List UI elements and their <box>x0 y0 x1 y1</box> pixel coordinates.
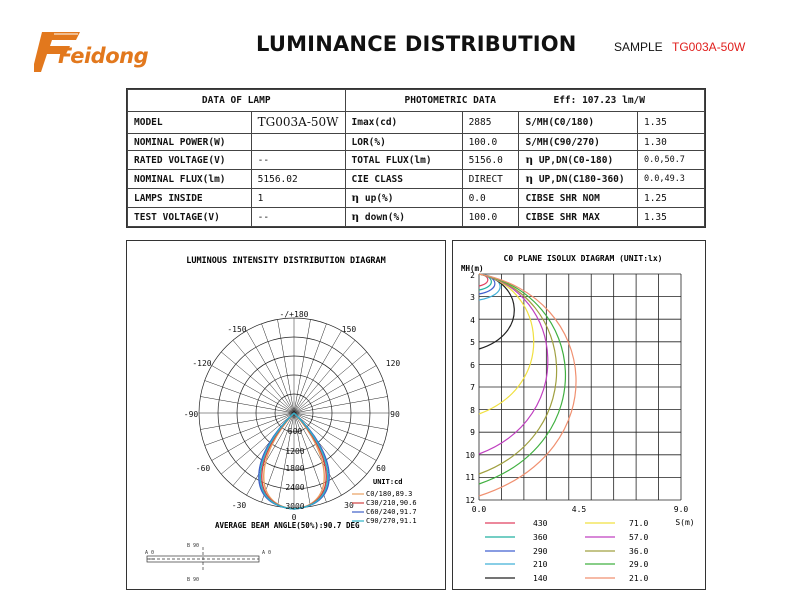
test-voltage-label: TEST VOLTAGE(V) <box>128 208 252 227</box>
page-title: LUMINANCE DISTRIBUTION <box>256 32 577 56</box>
isolux-legend-57: 57.0 <box>629 533 649 542</box>
isolux-legend-140: 140 <box>533 574 548 583</box>
angle-label-30: 30 <box>344 501 354 510</box>
eta-symbol: η <box>525 173 534 186</box>
angle-label-neg60: -60 <box>195 464 211 473</box>
polar-diagram <box>127 241 445 589</box>
nominal-flux-value: 5156.02 <box>251 170 345 189</box>
nominal-power-label: NOMINAL POWER(W) <box>128 133 252 150</box>
isolux-legend-210: 210 <box>533 560 548 569</box>
total-flux-value: 5156.0 <box>462 151 519 170</box>
isolux-legend-29: 29.0 <box>629 560 649 569</box>
schematic-b-bottom: B 90 <box>187 577 200 583</box>
model-label: MODEL <box>128 112 252 134</box>
up-percent-label: up(%) <box>364 193 394 205</box>
angle-label-150: 150 <box>341 325 357 334</box>
smh-c90-value: 1.30 <box>637 133 704 150</box>
isolux-contour <box>479 274 534 414</box>
eta-symbol: η <box>351 211 360 224</box>
imax-value: 2885 <box>462 112 519 134</box>
isolux-ytick-7: 7 <box>470 383 475 392</box>
isolux-y-axis-label: MH(m) <box>461 264 484 273</box>
angle-label-180: -/+180 <box>279 310 309 319</box>
test-voltage-value: -- <box>251 208 345 227</box>
beam-angle-label: AVERAGE BEAM ANGLE(50%):90.7 DEG <box>215 521 360 530</box>
polar-unit-label: UNIT:cd <box>373 478 403 486</box>
updn-c0-label: UP,DN(C0-180) <box>538 155 614 167</box>
imax-label: Imax(cd) <box>345 112 462 134</box>
isolux-ytick-10: 10 <box>465 451 475 460</box>
down-percent-label: down(%) <box>364 212 405 224</box>
rated-voltage-label: RATED VOLTAGE(V) <box>128 151 252 170</box>
polar-title: LUMINOUS INTENSITY DISTRIBUTION DIAGRAM <box>186 256 386 266</box>
isolux-ytick-5: 5 <box>470 338 475 347</box>
data-of-lamp-header: DATA OF LAMP <box>128 90 346 112</box>
isolux-xtick-0: 0.0 <box>471 505 487 514</box>
legend-c90: C90/270,91.1 <box>366 517 417 525</box>
isolux-ytick-6: 6 <box>470 361 475 370</box>
angle-label-neg30: -30 <box>231 501 247 510</box>
isolux-legend-430: 430 <box>533 519 548 528</box>
ring-label-1200: 1200 <box>285 447 305 456</box>
angle-label-neg120: -120 <box>192 359 212 368</box>
angle-label-neg150: -150 <box>227 325 247 334</box>
legend-c60: C60/240,91.7 <box>366 508 417 516</box>
cie-class-label: CIE CLASS <box>345 170 462 189</box>
nominal-flux-label: NOMINAL FLUX(lm) <box>128 170 252 189</box>
isolux-diagram <box>453 241 705 589</box>
model-value: TG003A-50W <box>251 112 345 134</box>
ring-label-3000: 3000 <box>285 502 305 511</box>
isolux-ytick-9: 9 <box>470 428 475 437</box>
cie-class-value: DIRECT <box>462 170 519 189</box>
legend-c30: C30/210,90.6 <box>366 499 417 507</box>
luminaire-schematic <box>147 547 259 571</box>
angle-label-0: 0 <box>291 513 297 522</box>
polar-diagram-panel <box>126 240 446 590</box>
rated-voltage-value: -- <box>251 151 345 170</box>
isolux-ytick-8: 8 <box>470 406 475 415</box>
isolux-ytick-3: 3 <box>470 293 475 302</box>
lamps-inside-label: LAMPS INSIDE <box>128 189 252 208</box>
total-flux-label: TOTAL FLUX(lm) <box>345 151 462 170</box>
isolux-legend-360: 360 <box>533 533 548 542</box>
isolux-legend-290: 290 <box>533 547 548 556</box>
isolux-title: C0 PLANE ISOLUX DIAGRAM (UNIT:lx) <box>503 254 663 263</box>
updn-c180-value: 0.0,49.3 <box>637 170 704 189</box>
isolux-legend-71: 71.0 <box>629 519 649 528</box>
isolux-contour <box>479 274 576 496</box>
isolux-contour <box>479 274 565 484</box>
updn-c0-value: 0.0,50.7 <box>637 151 704 170</box>
spec-table <box>126 88 706 228</box>
photometric-header <box>345 90 705 112</box>
isolux-ytick-12: 12 <box>465 496 475 505</box>
isolux-legend-36: 36.0 <box>629 547 649 556</box>
schematic-a-right: A 0 <box>262 550 272 556</box>
updn-c180-label: UP,DN(C180-360) <box>538 174 625 186</box>
cibse-nom-value: 1.25 <box>637 189 704 208</box>
isolux-diagram-panel <box>452 240 706 590</box>
down-percent-value: 100.0 <box>462 208 519 227</box>
nominal-power-value <box>251 133 345 150</box>
isolux-grid <box>479 274 681 500</box>
isolux-xtick-9: 9.0 <box>673 505 689 514</box>
smh-c0-label: S/MH(C0/180) <box>519 112 638 134</box>
schematic-a-left: A 0 <box>145 550 155 556</box>
isolux-x-axis-label: S(m) <box>675 518 695 527</box>
isolux-ytick-11: 11 <box>465 473 475 482</box>
isolux-ytick-2: 2 <box>470 271 475 280</box>
isolux-legend-21: 21.0 <box>629 574 649 583</box>
cibse-nom-label: CIBSE SHR NOM <box>519 189 638 208</box>
sample-value: TG003A-50W <box>672 40 746 54</box>
lor-value: 100.0 <box>462 133 519 150</box>
smh-c0-value: 1.35 <box>637 112 704 134</box>
up-percent-value: 0.0 <box>462 189 519 208</box>
schematic-b-top: B 90 <box>187 543 200 549</box>
logo-text: Feidong <box>58 44 149 68</box>
photometric-data-title: PHOTOMETRIC DATA <box>404 95 497 106</box>
ring-label-600: 600 <box>287 427 303 436</box>
cibse-max-value: 1.35 <box>637 208 704 227</box>
angle-label-120: 120 <box>385 359 401 368</box>
isolux-curves <box>479 274 576 496</box>
eta-symbol: η <box>351 192 360 205</box>
angle-label-neg90: -90 <box>183 410 199 419</box>
sample-label: SAMPLE <box>614 40 663 54</box>
legend-c0: C0/180,89.3 <box>366 490 413 498</box>
angle-label-60: 60 <box>376 464 386 473</box>
cibse-max-label: CIBSE SHR MAX <box>519 208 638 227</box>
eta-symbol: η <box>525 154 534 167</box>
efficacy-value: Eff: 107.23 lm/W <box>553 95 645 106</box>
isolux-xtick-4-5: 4.5 <box>571 505 587 514</box>
lor-label: LOR(%) <box>345 133 462 150</box>
angle-label-90: 90 <box>390 410 400 419</box>
lamps-inside-value: 1 <box>251 189 345 208</box>
smh-c90-label: S/MH(C90/270) <box>519 133 638 150</box>
ring-label-2400: 2400 <box>285 483 305 492</box>
isolux-ytick-4: 4 <box>470 316 475 325</box>
ring-label-1800: 1800 <box>285 464 305 473</box>
isolux-contour <box>479 274 557 474</box>
